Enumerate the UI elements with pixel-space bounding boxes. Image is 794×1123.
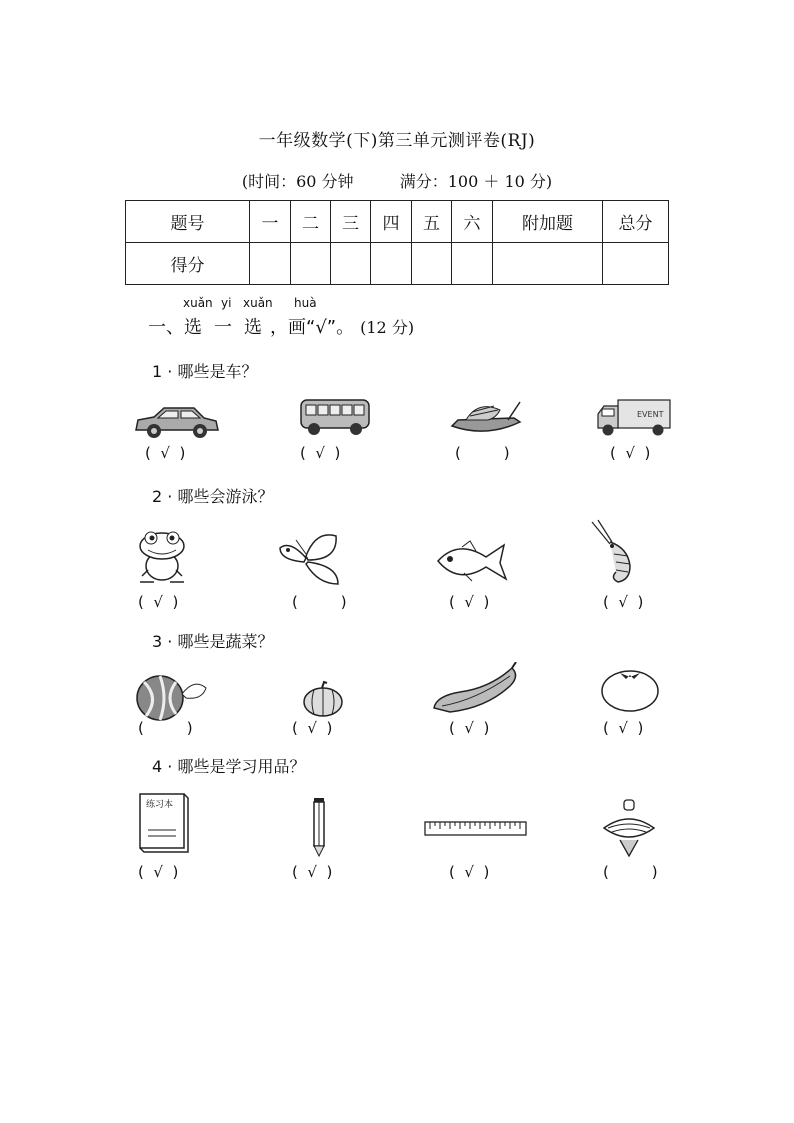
pinyin-hua: huà	[294, 296, 317, 310]
score-table-score-row	[126, 243, 669, 285]
time-limit: (时间：60 分钟	[241, 172, 354, 191]
question-4: 4 · 哪些是学习用品？	[152, 757, 306, 776]
question-2: 2 · 哪些会游泳？	[152, 487, 274, 506]
pencil-icon	[309, 796, 329, 858]
score-cell[interactable]	[331, 243, 371, 285]
spinning-top-icon	[598, 798, 660, 860]
question-3: 3 · 哪些是蔬菜？	[152, 632, 274, 651]
answer-box[interactable]: ( √ )	[145, 444, 186, 462]
bean-pod-icon	[430, 662, 520, 716]
header-cell: 三	[331, 201, 371, 243]
header-cell: 六	[452, 201, 493, 243]
question-1: 1 · 哪些是车？	[152, 362, 258, 381]
truck-icon	[594, 396, 674, 440]
answer-box[interactable]: ( )	[455, 444, 510, 462]
notebook-icon	[134, 790, 192, 856]
page-title: 一年级数学(下)第三单元测评卷(RJ)	[258, 131, 536, 151]
frog-icon	[134, 526, 190, 588]
header-cell: 四	[371, 201, 412, 243]
score-cell[interactable]	[371, 243, 412, 285]
tomato-icon	[600, 665, 660, 713]
shrimp-icon	[588, 518, 644, 588]
score-table	[125, 200, 669, 285]
car-icon	[132, 400, 222, 442]
answer-box[interactable]: ( √ )	[610, 444, 651, 462]
score-cell[interactable]	[603, 243, 669, 285]
answer-box[interactable]: ( √ )	[449, 863, 490, 881]
answer-box[interactable]: ( √ )	[449, 719, 490, 737]
header-cell: 五	[412, 201, 452, 243]
answer-box[interactable]: ( √ )	[292, 863, 333, 881]
answer-box[interactable]: ( √ )	[300, 444, 341, 462]
truck-label: EVENT	[637, 410, 664, 419]
answer-box[interactable]: ( √ )	[138, 593, 179, 611]
score-cell[interactable]	[452, 243, 493, 285]
pinyin-xuan-2: xuǎn	[243, 296, 273, 310]
boat-icon	[448, 396, 524, 440]
header-cell: 一	[250, 201, 291, 243]
pumpkin-icon	[302, 680, 344, 718]
fish-icon	[434, 537, 510, 585]
header-cell: 二	[291, 201, 331, 243]
score-cell[interactable]	[412, 243, 452, 285]
header-cell: 总分	[603, 201, 669, 243]
answer-box[interactable]: ( √ )	[603, 719, 644, 737]
watermelon-icon	[134, 672, 210, 722]
header-cell: 题号	[126, 201, 250, 243]
answer-box[interactable]: ( √ )	[449, 593, 490, 611]
score-cell[interactable]	[493, 243, 603, 285]
bus-icon	[298, 396, 372, 438]
score-cell[interactable]	[291, 243, 331, 285]
answer-box[interactable]: ( √ )	[603, 593, 644, 611]
score-cell[interactable]	[250, 243, 291, 285]
ruler-icon	[424, 820, 528, 838]
answer-box[interactable]: ( √ )	[292, 719, 333, 737]
section-heading: 一、选 一 选 ，画“√”。 (12 分)	[148, 317, 415, 338]
answer-box[interactable]: ( )	[292, 593, 347, 611]
score-table-header-row	[126, 201, 669, 243]
butterfly-icon	[276, 530, 342, 586]
answer-box[interactable]: ( )	[603, 863, 658, 881]
full-score: 满分：100 ＋ 10 分)	[399, 172, 553, 191]
answer-box[interactable]: ( √ )	[138, 863, 179, 881]
pinyin-yi: yi	[221, 296, 232, 310]
header-cell: 附加题	[493, 201, 603, 243]
exam-info	[0, 169, 794, 192]
notebook-label: 练习本	[146, 800, 174, 810]
row-label: 得分	[126, 243, 250, 285]
pinyin-xuan: xuǎn	[183, 296, 213, 310]
answer-box[interactable]: ( )	[138, 719, 193, 737]
